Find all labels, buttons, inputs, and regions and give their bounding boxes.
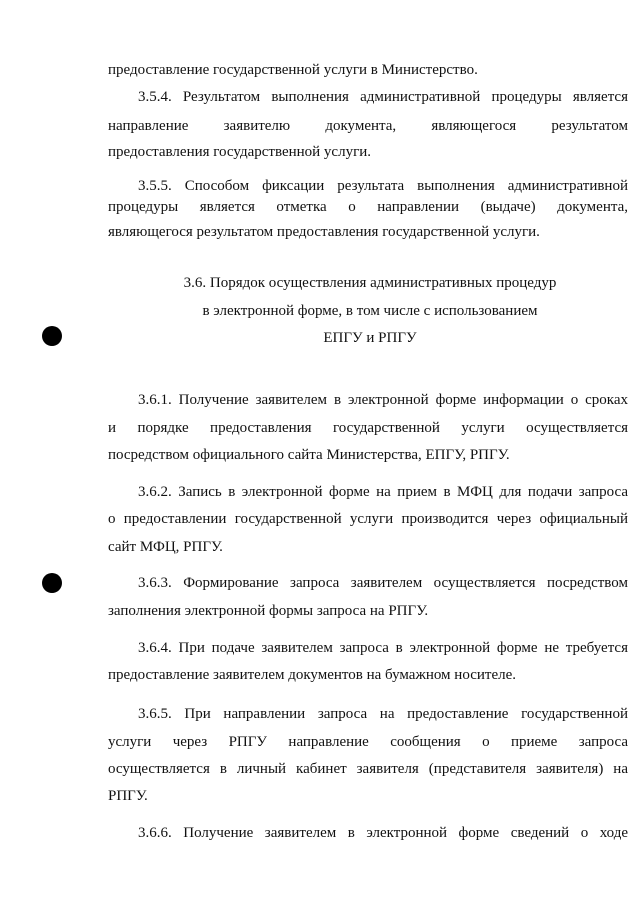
paragraph-line: предоставление государственной услуги в Министерство. <box>108 62 478 78</box>
paragraph-3-6-5-line: 3.6.5. При направлении запроса на предоставление государственной <box>138 706 628 722</box>
paragraph-3-5-4-line: предоставления государственной услуги. <box>108 144 372 160</box>
paragraph-3-5-5-line: являющегося результатом предоставления государственной услуги. <box>108 224 540 240</box>
paragraph-3-6-2-line: о предоставлении государственной услуги производится через официальный <box>108 511 628 527</box>
paragraph-3-6-6-line: 3.6.6. Получение заявителем в электронной форме сведений о ходе <box>138 825 628 841</box>
paragraph-3-6-1-line: 3.6.1. Получение заявителем в электронной форме информации о сроках <box>138 392 628 408</box>
paragraph-3-6-4-line: 3.6.4. При подаче заявителем запроса в электронной форме не требуется <box>138 640 628 656</box>
paragraph-3-6-1-line: и порядке предоставления государственной услуги осуществляется <box>108 420 628 436</box>
section-heading-line: 3.6. Порядок осуществления административных процедур <box>183 275 557 291</box>
paragraph-3-6-5-line: осуществляется в личный кабинет заявителя (представителя заявителя) на <box>108 761 628 777</box>
punch-hole-mark <box>42 326 62 346</box>
punch-hole-mark <box>42 573 62 593</box>
paragraph-3-6-4-line: предоставление заявителем документов на бумажном носителе. <box>108 667 516 683</box>
paragraph-3-5-5-line: 3.5.5. Способом фиксации результата выполнения административной <box>138 178 628 194</box>
section-heading-line: в электронной форме, в том числе с использованием <box>202 303 538 319</box>
paragraph-3-6-2-line: сайт МФЦ, РПГУ. <box>108 539 223 555</box>
paragraph-3-5-4-line: 3.5.4. Результатом выполнения административной процедуры является <box>138 89 628 105</box>
paragraph-3-5-5-line: процедуры является отметка о направлении (выдаче) документа, <box>108 199 628 215</box>
section-heading-line: ЕПГУ и РПГУ <box>323 330 417 346</box>
paragraph-3-6-5-line: услуги через РПГУ направление сообщения о приеме запроса <box>108 734 628 750</box>
paragraph-3-6-3-line: заполнения электронной формы запроса на РПГУ. <box>108 603 429 619</box>
paragraph-3-5-4-line: направление заявителю документа, являющегося результатом <box>108 118 628 134</box>
paragraph-3-6-1-line: посредством официального сайта Министерства, ЕПГУ, РПГУ. <box>108 447 510 463</box>
paragraph-3-6-2-line: 3.6.2. Запись в электронной форме на прием в МФЦ для подачи запроса <box>138 484 628 500</box>
paragraph-3-6-5-line: РПГУ. <box>108 788 148 804</box>
paragraph-3-6-3-line: 3.6.3. Формирование запроса заявителем осуществляется посредством <box>138 575 628 591</box>
